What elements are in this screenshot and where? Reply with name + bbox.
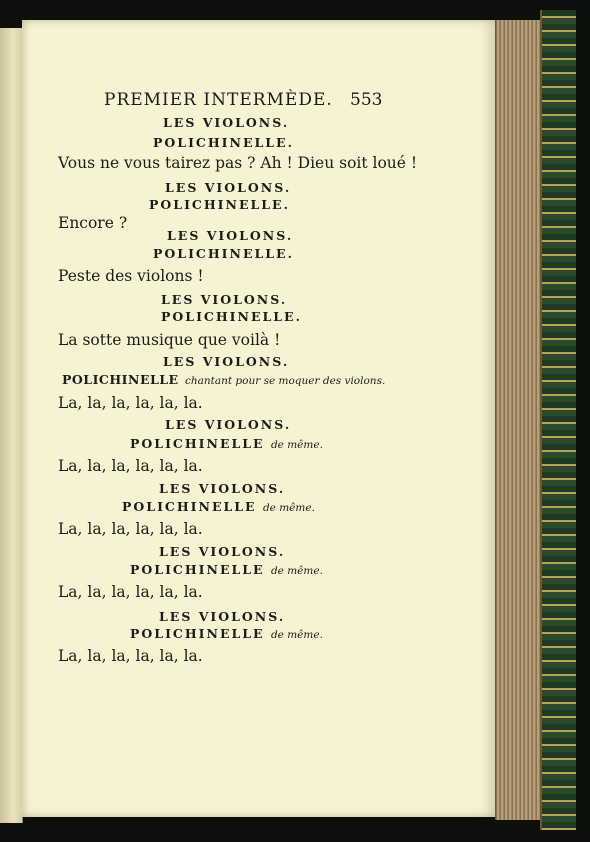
speaker-name: POLICHINELLE xyxy=(122,499,257,514)
speaker-heading: LES VIOLONS. xyxy=(159,609,286,624)
stage-direction: de même. xyxy=(270,439,323,451)
speaker-heading: LES VIOLONS. xyxy=(167,228,294,243)
verse-line: La sotte musique que voilà ! xyxy=(58,331,281,349)
verse-line: La, la, la, la, la, la. xyxy=(58,457,203,475)
speaker-name: POLICHINELLE xyxy=(130,562,265,577)
verse-line: La, la, la, la, la, la. xyxy=(58,520,203,538)
speaker-heading-with-direction xyxy=(130,436,323,451)
facing-page-edge xyxy=(0,28,23,823)
verse-line: Vous ne vous tairez pas ? Ah ! Dieu soit loué ! xyxy=(58,154,418,172)
speaker-heading: POLICHINELLE. xyxy=(161,309,302,324)
book-page xyxy=(22,20,495,817)
verse-line: La, la, la, la, la, la. xyxy=(58,647,203,665)
verse-line: La, la, la, la, la, la. xyxy=(58,394,203,412)
speaker-heading: LES VIOLONS. xyxy=(161,292,288,307)
speaker-heading: POLICHINELLE. xyxy=(153,246,294,261)
speaker-heading: POLICHINELLE. xyxy=(149,197,290,212)
speaker-heading-with-direction xyxy=(130,562,323,577)
page-number: 553 xyxy=(350,90,383,110)
speaker-name: POLICHINELLE xyxy=(62,372,179,387)
speaker-heading-with-direction xyxy=(122,499,315,514)
speaker-heading: LES VIOLONS. xyxy=(159,544,286,559)
speaker-heading: POLICHINELLE. xyxy=(153,135,294,150)
running-title: PREMIER INTERMÈDE. xyxy=(104,90,333,110)
speaker-heading: LES VIOLONS. xyxy=(165,180,292,195)
stage-direction: de même. xyxy=(270,629,323,641)
page-header xyxy=(22,90,495,114)
speaker-heading: LES VIOLONS. xyxy=(165,417,292,432)
book-binding xyxy=(540,10,576,830)
speaker-heading: LES VIOLONS. xyxy=(163,115,290,130)
page-block-edge xyxy=(495,20,544,820)
verse-line: La, la, la, la, la, la. xyxy=(58,583,203,601)
speaker-heading-with-direction xyxy=(62,372,385,387)
speaker-name: POLICHINELLE xyxy=(130,436,265,451)
speaker-heading: LES VIOLONS. xyxy=(159,481,286,496)
stage-direction: de même. xyxy=(262,502,315,514)
speaker-name: POLICHINELLE xyxy=(130,626,265,641)
verse-line: Peste des violons ! xyxy=(58,267,204,285)
stage-direction: de même. xyxy=(270,565,323,577)
stage-direction: chantant pour se moquer des violons. xyxy=(184,375,386,387)
verse-line: Encore ? xyxy=(58,214,128,232)
speaker-heading: LES VIOLONS. xyxy=(163,354,290,369)
speaker-heading-with-direction xyxy=(130,626,323,641)
